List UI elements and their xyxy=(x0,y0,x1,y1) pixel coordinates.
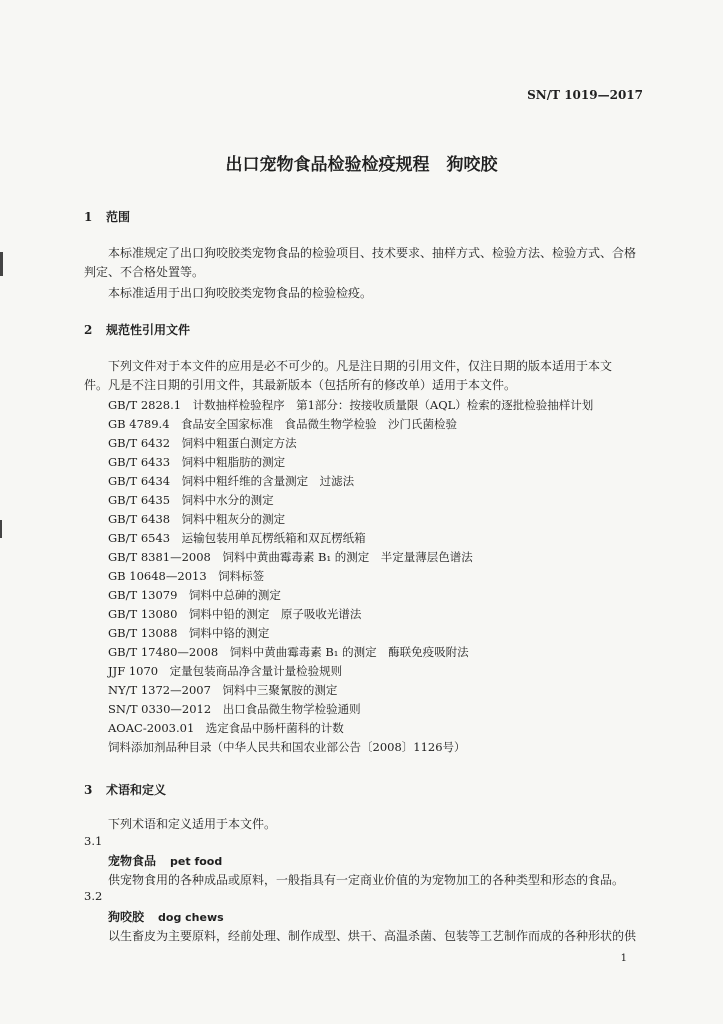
term-heading-pet-food xyxy=(108,852,222,869)
reference-item xyxy=(108,624,593,643)
section-title: 规范性引用文件 xyxy=(106,323,191,337)
scan-edge-mark xyxy=(0,520,2,538)
term-chinese: 宠物食品 xyxy=(108,854,157,868)
scope-paragraph-2: 本标准适用于出口狗咬胶类宠物食品的检验检疫。 xyxy=(108,286,373,300)
reference-title: 饲料添加剂品种目录（中华人民共和国农业部公告〔2008〕1126号） xyxy=(108,740,466,754)
reference-title: 饲料中铅的测定 原子吸收光谱法 xyxy=(188,607,362,621)
scope-paragraph-1-line-2: 判定、不合格处置等。 xyxy=(84,265,205,279)
reference-code: GB/T 6435 xyxy=(108,493,171,507)
reference-code: GB/T 6432 xyxy=(108,436,171,450)
reference-item xyxy=(108,510,593,529)
standard-code: SN/T 1019—2017 xyxy=(527,88,643,102)
reference-title: 饲料中水分的测定 xyxy=(181,493,274,507)
term-number: 3.2 xyxy=(84,889,103,903)
reference-item xyxy=(108,529,593,548)
reference-item xyxy=(108,643,593,662)
section-number: 2 xyxy=(84,323,93,337)
reference-code: SN/T 0330—2012 xyxy=(108,702,212,716)
reference-title: 计数抽样检验程序 第1部分：按接收质量限（AQL）检索的逐批检验抽样计划 xyxy=(192,398,594,412)
reference-item xyxy=(108,700,593,719)
reference-code: GB/T 2828.1 xyxy=(108,398,182,412)
document-title: 出口宠物食品检验检疫规程 狗咬胶 xyxy=(225,155,498,175)
reference-code: GB/T 8381—2008 xyxy=(108,550,211,564)
reference-title: 饲料中黄曲霉毒素 B₁ 的测定 半定量薄层色谱法 xyxy=(222,550,473,564)
reference-title: 定量包装商品净含量计量检验规则 xyxy=(169,664,343,678)
reference-item xyxy=(108,567,593,586)
references-intro-line-2: 件。凡是不注日期的引用文件，其最新版本（包括所有的修改单）适用于本文件。 xyxy=(84,378,517,392)
terms-intro: 下列术语和定义适用于本文件。 xyxy=(108,817,277,831)
reference-title: 出口食品微生物学检验通则 xyxy=(222,702,361,716)
term-definition: 以生畜皮为主要原料，经前处理、制作成型、烘干、高温杀菌、包装等工艺制作而成的各种形状的供 xyxy=(108,929,637,943)
section-heading-normative-references xyxy=(84,321,190,338)
scan-edge-mark xyxy=(0,252,3,276)
term-heading-dog-chews xyxy=(108,908,224,925)
section-title: 术语和定义 xyxy=(106,783,167,797)
reference-item xyxy=(108,434,593,453)
reference-title: 饲料中铬的测定 xyxy=(188,626,270,640)
section-heading-scope xyxy=(84,208,130,225)
reference-code: GB/T 6543 xyxy=(108,531,171,545)
reference-title: 饲料中粗脂肪的测定 xyxy=(181,455,286,469)
section-number: 1 xyxy=(84,210,93,224)
reference-item xyxy=(108,681,593,700)
reference-item xyxy=(108,548,593,567)
reference-item xyxy=(108,586,593,605)
reference-code: GB/T 6434 xyxy=(108,474,171,488)
reference-title: 饲料标签 xyxy=(218,569,265,583)
reference-code: GB/T 13088 xyxy=(108,626,178,640)
term-english: dog chews xyxy=(158,911,224,924)
reference-title: 饲料中三聚氰胺的测定 xyxy=(222,683,338,697)
term-definition: 供宠物食用的各种成品或原料，一般指具有一定商业价值的为宠物加工的各种类型和形态的食品。 xyxy=(108,873,625,887)
section-title: 范围 xyxy=(106,210,131,224)
references-intro-line-1: 下列文件对于本文件的应用是必不可少的。凡是注日期的引用文件，仅注日期的版本适用于本文 xyxy=(108,359,613,373)
reference-title: 饲料中粗纤维的含量测定 过滤法 xyxy=(181,474,355,488)
reference-title: 饲料中总砷的测定 xyxy=(188,588,281,602)
reference-code: GB/T 6433 xyxy=(108,455,171,469)
reference-code: GB/T 13079 xyxy=(108,588,178,602)
section-number: 3 xyxy=(84,783,93,797)
reference-item xyxy=(108,396,593,415)
reference-code: GB 4789.4 xyxy=(108,417,170,431)
term-english: pet food xyxy=(170,855,223,868)
reference-item xyxy=(108,415,593,434)
reference-title: 食品安全国家标准 食品微生物学检验 沙门氏菌检验 xyxy=(181,417,458,431)
reference-title: 饲料中粗灰分的测定 xyxy=(181,512,286,526)
reference-item xyxy=(108,491,593,510)
term-chinese: 狗咬胶 xyxy=(108,910,145,924)
page-number: 1 xyxy=(620,953,627,964)
reference-item xyxy=(108,605,593,624)
reference-list xyxy=(108,396,593,757)
term-number: 3.1 xyxy=(84,834,103,848)
reference-title: 饲料中黄曲霉毒素 B₁ 的测定 酶联免疫吸附法 xyxy=(229,645,469,659)
reference-title: 饲料中粗蛋白测定方法 xyxy=(181,436,297,450)
reference-item xyxy=(108,719,593,738)
reference-code: JJF 1070 xyxy=(108,664,159,678)
reference-item xyxy=(108,738,593,757)
section-heading-terms xyxy=(84,781,166,798)
scope-paragraph-1-line-1: 本标准规定了出口狗咬胶类宠物食品的检验项目、技术要求、抽样方式、检验方法、检验方式、合格 xyxy=(108,246,637,260)
reference-title: 运输包装用单瓦楞纸箱和双瓦楞纸箱 xyxy=(181,531,366,545)
reference-code: GB 10648—2013 xyxy=(108,569,207,583)
reference-title: 选定食品中肠杆菌科的计数 xyxy=(205,721,344,735)
reference-item xyxy=(108,472,593,491)
reference-code: GB/T 13080 xyxy=(108,607,178,621)
reference-item xyxy=(108,662,593,681)
reference-code: AOAC-2003.01 xyxy=(108,721,195,735)
reference-code: GB/T 17480—2008 xyxy=(108,645,219,659)
reference-code: GB/T 6438 xyxy=(108,512,171,526)
reference-code: NY/T 1372—2007 xyxy=(108,683,211,697)
reference-item xyxy=(108,453,593,472)
